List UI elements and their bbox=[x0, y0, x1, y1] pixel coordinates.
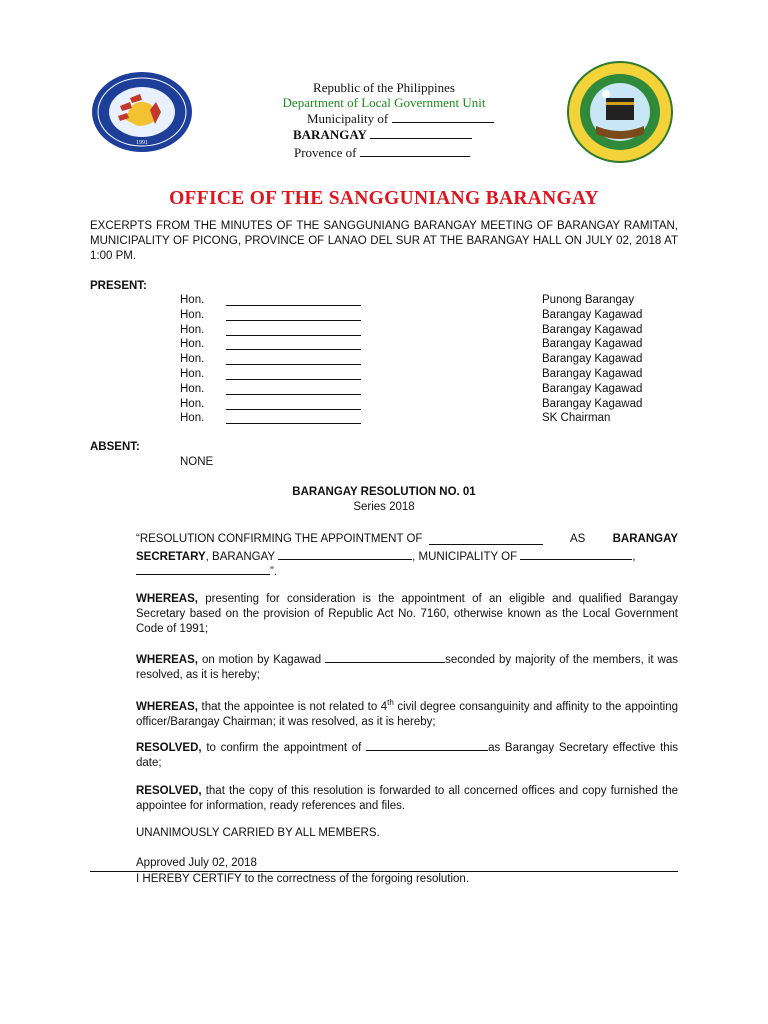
present-row bbox=[180, 412, 700, 427]
title-comma: , bbox=[632, 551, 636, 563]
honorific: Hon. bbox=[180, 308, 205, 321]
name-blank bbox=[226, 309, 361, 321]
whereas-text-a: on motion by Kagawad bbox=[201, 654, 322, 666]
barangay-name-blank bbox=[278, 548, 412, 560]
honorific: Hon. bbox=[180, 382, 205, 395]
whereas-keyword: WHEREAS, bbox=[136, 593, 198, 605]
municipality-blank bbox=[392, 111, 494, 123]
header-barangay bbox=[293, 127, 472, 143]
title-end: ”. bbox=[270, 566, 278, 578]
whereas-text: presenting for consideration is the appointment of an eligible and qualified Barangay Secretary based on the provision of Republic Act No. 7160, otherwise known as the Local Government Code of 1991; bbox=[136, 593, 678, 635]
province-name-blank bbox=[136, 563, 270, 575]
whereas-text-a: that the appointee is not related to 4 bbox=[201, 700, 388, 713]
position-label: Barangay Kagawad bbox=[542, 308, 643, 321]
present-row bbox=[180, 383, 700, 398]
name-blank bbox=[226, 383, 361, 395]
position-label: Barangay Kagawad bbox=[542, 338, 643, 351]
approved-date: Approved July 02, 2018 bbox=[136, 857, 257, 869]
name-blank bbox=[226, 412, 361, 424]
whereas-text-b: civil degree consanguinity and affinity to the appointing officer/Barangay Chairman; it was resolved, as it is hereby; bbox=[136, 700, 679, 728]
absent-label: ABSENT: bbox=[90, 441, 140, 453]
resolved-text-b: as Barangay Secretary effective this date; bbox=[136, 742, 679, 769]
position-label: Barangay Kagawad bbox=[542, 368, 643, 380]
name-blank bbox=[226, 338, 361, 350]
header-department: Department of Local Government Unit bbox=[282, 95, 486, 110]
name-blank bbox=[226, 368, 361, 380]
unanimously-carried: UNANIMOUSLY CARRIED BY ALL MEMBERS. bbox=[136, 827, 380, 839]
position-label: Barangay Kagawad bbox=[542, 382, 643, 395]
position-label: Barangay Kagawad bbox=[542, 397, 643, 410]
barangay-label: BARANGAY bbox=[293, 127, 367, 142]
title-part3: , MUNICIPALITY OF bbox=[412, 551, 518, 563]
appointee-blank bbox=[429, 533, 543, 545]
present-row bbox=[180, 353, 700, 368]
header-republic: Republic of the Philippines bbox=[313, 80, 455, 95]
kagawad-blank bbox=[325, 651, 445, 663]
resolution-number: BARANGAY RESOLUTION NO. 01 bbox=[292, 486, 476, 498]
title-as: AS bbox=[570, 533, 586, 545]
resolved-keyword: RESOLVED, bbox=[136, 785, 202, 797]
municipality-picong-seal bbox=[566, 60, 674, 164]
honorific: Hon. bbox=[180, 294, 205, 306]
honorific: Hon. bbox=[180, 338, 205, 351]
honorific: Hon. bbox=[180, 368, 205, 380]
present-row bbox=[180, 294, 700, 309]
intro-paragraph: EXCERPTS FROM THE MINUTES OF THE SANGGUNIANG BARANGAY MEETING OF BARANGAY RAMITAN, MUNICIPALITY OF PICONG, PROVINCE OF LANAO DEL SUR AT THE BARANGAY HALL ON JULY 02, 2018 AT 1:00 PM. bbox=[90, 220, 678, 262]
resolution-title-line3 bbox=[136, 563, 277, 578]
present-row bbox=[180, 309, 700, 324]
svg-text:1991: 1991 bbox=[136, 140, 148, 146]
present-row bbox=[180, 368, 700, 383]
name-blank bbox=[226, 324, 361, 336]
honorific: Hon. bbox=[180, 353, 205, 366]
secretary-name-blank bbox=[366, 739, 488, 751]
title-part2: , BARANGAY bbox=[205, 551, 275, 563]
name-blank bbox=[226, 353, 361, 365]
superscript-th: th bbox=[387, 698, 394, 707]
province-blank bbox=[360, 145, 470, 157]
whereas-clause-3 bbox=[136, 695, 678, 730]
name-blank bbox=[226, 398, 361, 410]
title-part1: “RESOLUTION CONFIRMING THE APPOINTMENT OF bbox=[136, 533, 423, 545]
position-label: Punong Barangay bbox=[542, 294, 635, 306]
position-label: Barangay Kagawad bbox=[542, 353, 643, 366]
province-label: Provence of bbox=[294, 145, 357, 160]
resolved-text-a: to confirm the appointment of bbox=[206, 742, 362, 754]
header-province bbox=[294, 145, 470, 161]
barangay-blank bbox=[370, 127, 472, 139]
name-blank bbox=[226, 294, 361, 306]
resolution-title-line1 bbox=[136, 533, 678, 548]
whereas-clause-2 bbox=[136, 651, 678, 683]
resolution-title-line2 bbox=[136, 548, 696, 563]
certify-statement: I HEREBY CERTIFY to the correctness of the forgoing resolution. bbox=[136, 873, 470, 885]
absent-value: NONE bbox=[180, 456, 214, 468]
signature-line bbox=[90, 871, 678, 872]
position-label: Barangay Kagawad bbox=[542, 323, 643, 336]
resolved-clause-1 bbox=[136, 739, 678, 771]
municipality-label: Municipality of bbox=[307, 111, 389, 126]
resolved-text: that the copy of this resolution is forwarded to all concerned offices and copy furnished the appointee for information, ready references and files. bbox=[136, 785, 678, 812]
position-label: SK Chairman bbox=[542, 412, 611, 425]
present-row bbox=[180, 338, 700, 353]
resolved-keyword: RESOLVED, bbox=[136, 742, 202, 754]
whereas-keyword: WHEREAS, bbox=[136, 700, 198, 713]
present-row bbox=[180, 398, 700, 413]
whereas-keyword: WHEREAS, bbox=[136, 654, 198, 666]
whereas-clause-1 bbox=[136, 592, 678, 637]
municipality-name-blank bbox=[520, 548, 632, 560]
header-municipality bbox=[307, 111, 494, 127]
title-barangay-bold: BARANGAY bbox=[612, 533, 678, 545]
present-label: PRESENT: bbox=[90, 280, 147, 292]
honorific: Hon. bbox=[180, 412, 205, 425]
office-title: OFFICE OF THE SANGGUNIANG BARANGAY bbox=[169, 188, 599, 209]
present-row bbox=[180, 324, 700, 339]
resolution-series: Series 2018 bbox=[353, 501, 415, 513]
title-secretary-bold: SECRETARY bbox=[136, 551, 206, 563]
whereas-text-b: seconded by majority of the members, it was resolved, as it is hereby; bbox=[136, 654, 678, 681]
resolved-clause-2 bbox=[136, 784, 678, 814]
honorific: Hon. bbox=[180, 323, 205, 336]
honorific: Hon. bbox=[180, 397, 205, 410]
